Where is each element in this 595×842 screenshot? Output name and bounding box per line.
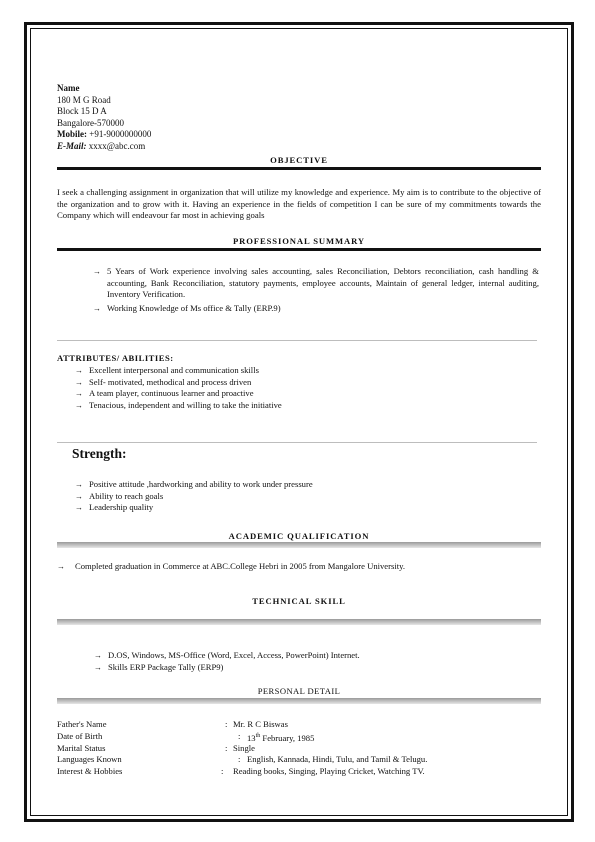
contact-mobile bbox=[57, 129, 151, 141]
dob-value: 13th February, 1985 bbox=[247, 732, 315, 743]
contact-email bbox=[57, 141, 151, 153]
list-item: → 5 Years of Work experience involving sales accounting, sales Reconciliation, Debtors reconciliation, cash handling & accounting, Bank Reconciliation, statutory payments, employee accounts, Maintain of general ledger, internal auditing, Inventory Verification. bbox=[93, 266, 539, 300]
colon: : bbox=[221, 766, 224, 776]
colon: : bbox=[238, 731, 241, 741]
personal-rule bbox=[57, 698, 541, 704]
list-item: → Tenacious, independent and willing to take the initiative bbox=[75, 399, 282, 410]
mobile-value: +91-9000000000 bbox=[87, 129, 152, 140]
personal-heading: PERSONAL DETAIL bbox=[257, 686, 341, 696]
technical-list bbox=[94, 650, 534, 673]
arrow-bullet-icon: → bbox=[75, 480, 83, 489]
arrow-bullet-icon: → bbox=[93, 303, 101, 313]
list-item: → Excellent interpersonal and communication skills bbox=[75, 365, 259, 375]
strength-heading: Strength: bbox=[72, 446, 127, 461]
arrow-bullet-icon: → bbox=[75, 389, 83, 399]
dob-label: Date of Birth bbox=[57, 731, 103, 741]
father-name-value: Mr. R C Biswas bbox=[233, 719, 288, 729]
email-value[interactable]: xxxx@abc.com bbox=[86, 140, 146, 151]
academic-list bbox=[57, 561, 541, 573]
father-name-label: Father's Name bbox=[57, 719, 107, 729]
interests-label: Interest & Hobbies bbox=[57, 766, 123, 776]
list-item: → Leadership quality bbox=[75, 502, 154, 513]
list-item: → A team player, continuous learner and proactive bbox=[75, 388, 254, 399]
arrow-bullet-icon: → bbox=[75, 400, 83, 410]
objective-rule bbox=[57, 167, 541, 170]
list-item: → D.OS, Windows, MS-Office (Word, Excel, Access, PowerPoint) Internet. bbox=[94, 650, 360, 660]
professional-summary-rule bbox=[57, 248, 541, 251]
attributes-heading: ATTRIBUTES/ ABILITIES: bbox=[57, 353, 174, 363]
contact-block bbox=[57, 83, 151, 153]
objective-heading: OBJECTIVE bbox=[270, 155, 328, 165]
colon: : bbox=[225, 719, 228, 729]
arrow-bullet-icon: → bbox=[57, 562, 65, 571]
technical-rule bbox=[57, 619, 541, 625]
professional-summary-heading: PROFESSIONAL SUMMARY bbox=[232, 236, 366, 246]
marital-value: Single bbox=[233, 743, 255, 753]
languages-label: Languages Known bbox=[57, 754, 122, 764]
academic-rule bbox=[57, 542, 541, 548]
contact-city: Bangalore-570000 bbox=[57, 117, 124, 128]
contact-name: Name bbox=[57, 83, 80, 93]
list-item: → Self- motivated, methodical and process driven bbox=[75, 376, 252, 387]
email-label: E-Mail: bbox=[57, 140, 87, 151]
marital-label: Marital Status bbox=[57, 743, 106, 753]
colon: : bbox=[238, 754, 241, 764]
arrow-bullet-icon: → bbox=[75, 366, 83, 375]
mobile-label: Mobile: bbox=[57, 129, 87, 140]
colon: : bbox=[225, 743, 228, 753]
objective-text: I seek a challenging assignment in organization that will utilize my knowledge and experience. My aim is to contribute to the objective of the organization and to grow with it. Having an experience in the fields of competition I can be sure of my commitments towards the Company which will endeavour far most in achieving goals bbox=[57, 187, 541, 221]
attributes-list bbox=[75, 365, 535, 411]
strength-list bbox=[75, 479, 535, 514]
contact-address-line1: 180 M G Road bbox=[57, 94, 111, 105]
list-item: → Ability to reach goals bbox=[75, 490, 164, 501]
contact-address-line2: Block 15 D A bbox=[57, 106, 107, 117]
arrow-bullet-icon: → bbox=[75, 491, 83, 501]
list-item: → Working Knowledge of Ms office & Tally (ERP.9) bbox=[93, 302, 281, 313]
academic-heading: ACADEMIC QUALIFICATION bbox=[228, 531, 370, 541]
list-item: → Completed graduation in Commerce at ABC.College Hebri in 2005 from Mangalore University. bbox=[57, 561, 405, 571]
arrow-bullet-icon: → bbox=[75, 503, 83, 513]
technical-heading: TECHNICAL SKILL bbox=[252, 596, 346, 606]
arrow-bullet-icon: → bbox=[94, 662, 102, 672]
section-divider bbox=[57, 442, 537, 443]
arrow-bullet-icon: → bbox=[93, 267, 101, 276]
arrow-bullet-icon: → bbox=[75, 377, 83, 387]
list-item: → Positive attitude ,hardworking and ability to work under pressure bbox=[75, 479, 313, 489]
professional-summary-list bbox=[93, 266, 539, 314]
languages-value: English, Kannada, Hindi, Tulu, and Tamil & Telugu. bbox=[247, 754, 428, 764]
arrow-bullet-icon: → bbox=[94, 651, 102, 660]
interests-value: Reading books, Singing, Playing Cricket, Watching TV. bbox=[233, 766, 425, 776]
list-item: → Skills ERP Package Tally (ERP9) bbox=[94, 661, 224, 672]
section-divider bbox=[57, 340, 537, 341]
